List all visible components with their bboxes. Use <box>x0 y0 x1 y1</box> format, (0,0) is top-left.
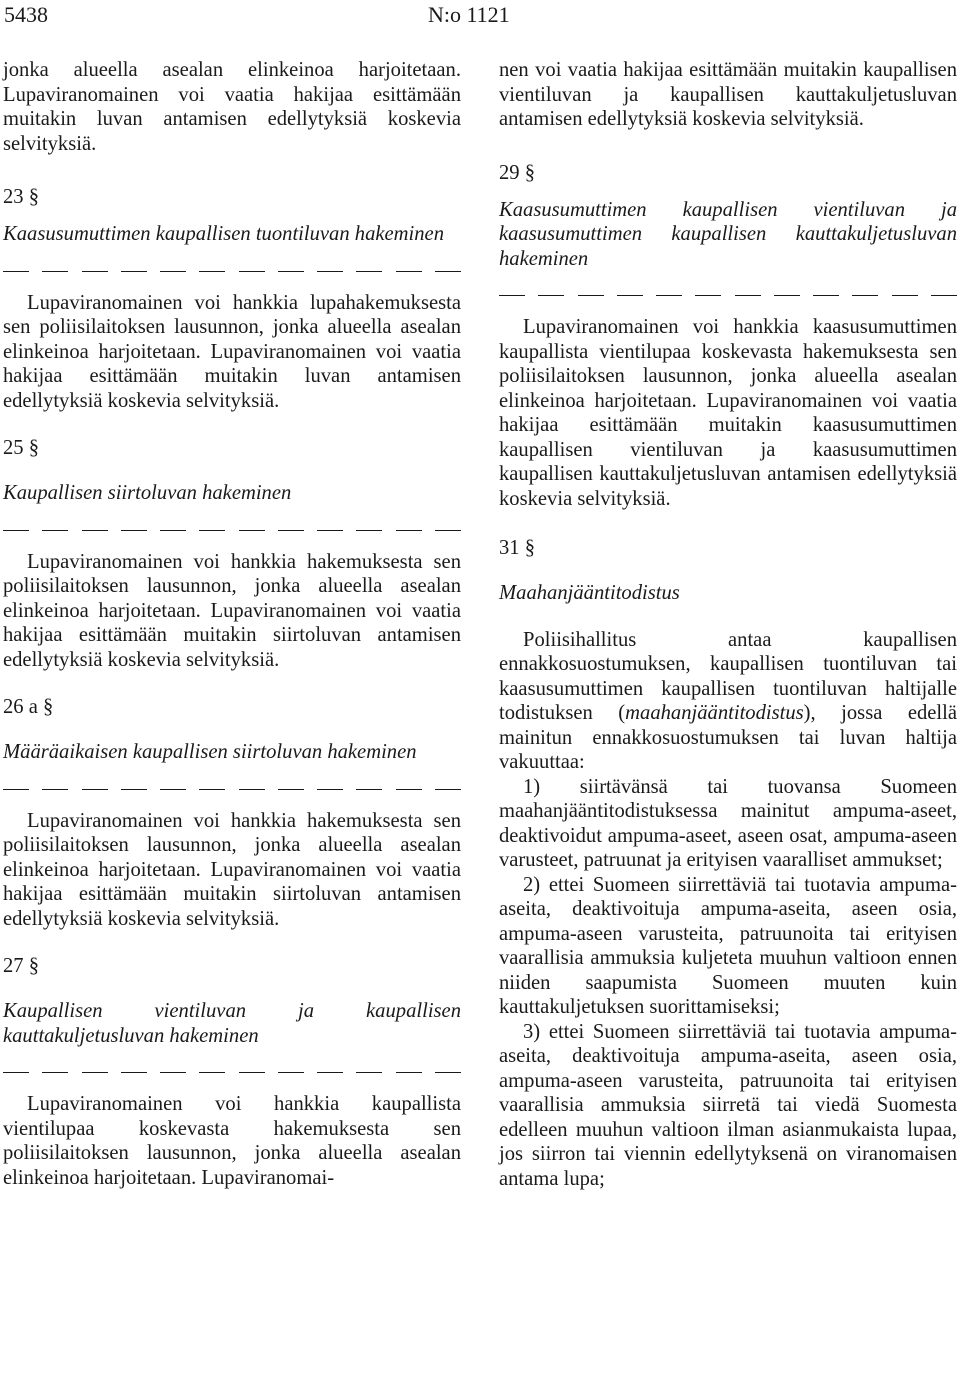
dash <box>42 271 68 272</box>
omission-dashes <box>499 283 957 307</box>
dash <box>317 271 343 272</box>
dash <box>278 1072 304 1073</box>
dash <box>42 1072 68 1073</box>
dash <box>695 295 721 296</box>
omission-dashes <box>3 777 461 801</box>
dash <box>435 789 461 790</box>
section-31-body-term: maahanjääntitodistus <box>625 702 804 724</box>
dash <box>42 530 68 531</box>
list-item-2: 2) ettei Suomeen siirrettäviä tai tuotavia ampuma-aseita, deaktivoituja ampuma-aseita, aseen osia, ampuma-aseen varusteita, patruunoita tai erityisen vaarallisia ammuksia kuljeteta muuhun valtioon ennen niiden saapumista Suomeen muuten kuin kauttakuljetuksen suorittamiseksi; <box>499 873 957 1018</box>
section-31-body-end: ), jossa edellä mainitun ennakkosuostumuksen tai luvan haltija vakuuttaa: <box>499 702 958 773</box>
section-23-body: Lupaviranomainen voi hankkia lupahakemuksesta sen poliisilaitoksen lausunnon, jonka alueella asealan elinkeinoa harjoitetaan. Lupaviranomainen voi vaatia hakijaa esittämään muitakin luvan antamisen edellytyksiä koskevia selvityksiä. <box>3 291 461 412</box>
dash <box>435 271 461 272</box>
dash <box>892 295 918 296</box>
dash <box>317 530 343 531</box>
dash <box>121 1072 147 1073</box>
dash <box>199 271 225 272</box>
list-item-1: 1) siirtävänsä tai tuovansa Suomeen maahanjääntitodistuksessa mainitut ampuma-aseet, deaktivoidut ampuma-aseet, aseen osat, ampuma-aseen varusteet, patruunat ja erityisen vaaralliset ammukset; <box>499 775 957 871</box>
dash <box>499 295 525 296</box>
dash <box>82 1072 108 1073</box>
dash <box>396 271 422 272</box>
dash <box>578 295 604 296</box>
dash <box>121 271 147 272</box>
dash <box>199 789 225 790</box>
dash <box>435 530 461 531</box>
dash <box>396 1072 422 1073</box>
section-26a-body: Lupaviranomainen voi hankkia hakemuksesta sen poliisilaitoksen lausunnon, jonka alueella asealan elinkeinoa harjoitetaan. Lupaviranomainen voi vaatia hakijaa esittämään muitakin siirtoluvan antamisen edellytyksiä koskevia selvityksiä. <box>3 809 461 930</box>
dash <box>239 271 265 272</box>
left-intro-paragraph: jonka alueella asealan elinkeinoa harjoitetaan. Lupaviranomainen voi vaatia hakijaa esittämään muitakin luvan antamisen edellytyksiä koskevia selvityksiä. <box>3 59 461 155</box>
dash <box>435 1072 461 1073</box>
dash <box>356 1072 382 1073</box>
section-23-number: 23 § <box>3 186 40 208</box>
page-header <box>0 0 960 40</box>
section-25-title: Kaupallisen siirtoluvan hakeminen <box>3 482 292 504</box>
section-25-number: 25 § <box>3 437 40 459</box>
right-intro-paragraph: nen voi vaatia hakijaa esittämään muitakin kaupallisen vientiluvan ja kaupallisen kauttakuljetusluvan antamisen edellytyksiä koskevia selvityksiä. <box>499 59 957 130</box>
dash <box>42 789 68 790</box>
section-27-body: Lupaviranomainen voi hankkia kaupallista vientilupaa koskevasta hakemuksesta sen poliisilaitoksen lausunnon, jonka alueella asealan elinkeinoa harjoitetaan. Lupaviranomai- <box>3 1093 461 1189</box>
section-25-body: Lupaviranomainen voi hankkia hakemuksesta sen poliisilaitoksen lausunnon, jonka alueella asealan elinkeinoa harjoitetaan. Lupaviranomainen voi vaatia hakijaa esittämään muitakin siirtoluvan antamisen edellytyksiä koskevia selvityksiä. <box>3 550 461 671</box>
section-26a-number: 26 a § <box>3 696 54 718</box>
dash <box>278 530 304 531</box>
page-number: 5438 <box>4 2 48 27</box>
dash <box>199 1072 225 1073</box>
dash <box>199 530 225 531</box>
section-29-body: Lupaviranomainen voi hankkia kaasusumuttimen kaupallista vientilupaa koskevasta hakemuksesta sen poliisilaitoksen lausunnon, jonka alueella asealan elinkeinoa harjoitetaan. Lupaviranomainen voi vaatia hakijaa esittämään muitakin kaasusumuttimen kaupallisen vientiluvan ja kaasusumuttimen kaupallisen kauttakuljetusluvan antamisen edellytyksiä koskevia selvityksiä. <box>499 316 957 510</box>
dash <box>121 789 147 790</box>
dash <box>278 271 304 272</box>
dash <box>356 271 382 272</box>
list-item-3: 3) ettei Suomeen siirrettäviä tai tuotavia ampuma-aseita, deaktivoituja ampuma-aseita, aseen osia, ampuma-aseen varusteita, patruunoita tai erityisen vaarallisia ammuksia siirretä tai viedä Suomesta edelleen muuhun valtioon ilman asianmukaista lupaa, jos siirron tai viennin edellytyksenä on viranomaisen antama lupa; <box>499 1020 957 1190</box>
dash <box>82 530 108 531</box>
section-31-body-start: Poliisihallitus antaa kaupallisen ennakkosuostumuksen, kaupallisen tuontiluvan tai kaasusumuttimen kaupallisen tuontiluvan haltijalle todistuksen ( <box>499 628 957 724</box>
dash <box>160 271 186 272</box>
dash <box>735 295 761 296</box>
dash <box>317 1072 343 1073</box>
section-31-body <box>499 628 957 775</box>
dash <box>160 1072 186 1073</box>
right-column <box>499 58 957 1191</box>
section-29-number: 29 § <box>499 161 536 184</box>
omission-dashes <box>3 259 461 283</box>
omission-dashes <box>3 518 461 542</box>
dash <box>813 295 839 296</box>
dash <box>239 789 265 790</box>
section-27-title: Kaupallisen vientiluvan ja kaupallisen kauttakuljetusluvan hakeminen <box>3 1000 461 1047</box>
section-23-title: Kaasusumuttimen kaupallisen tuontiluvan hakeminen <box>3 223 444 245</box>
omission-dashes <box>3 1060 461 1084</box>
section-26a-title: Määräaikaisen kaupallisen siirtoluvan hakeminen <box>3 741 417 763</box>
dash <box>121 530 147 531</box>
dash <box>538 295 564 296</box>
dash <box>656 295 682 296</box>
dash <box>931 295 957 296</box>
dash <box>356 789 382 790</box>
dash <box>852 295 878 296</box>
dash <box>617 295 643 296</box>
dash <box>396 530 422 531</box>
left-column <box>3 58 461 1190</box>
dash <box>3 530 29 531</box>
dash <box>3 1072 29 1073</box>
document-number: N:o 1121 <box>428 2 510 27</box>
dash <box>774 295 800 296</box>
dash <box>3 789 29 790</box>
dash <box>239 1072 265 1073</box>
section-27-number: 27 § <box>3 955 40 977</box>
section-31-number: 31 § <box>499 537 536 559</box>
dash <box>82 789 108 790</box>
dash <box>82 271 108 272</box>
dash <box>278 789 304 790</box>
dash <box>160 530 186 531</box>
dash <box>396 789 422 790</box>
dash <box>356 530 382 531</box>
section-31-title: Maahanjääntitodistus <box>499 582 680 604</box>
dash <box>317 789 343 790</box>
dash <box>3 271 29 272</box>
section-29-title: Kaasusumuttimen kaupallisen vientiluvan ja kaasusumuttimen kaupallisen kauttakuljetusluvan hakeminen <box>499 198 957 270</box>
dash <box>160 789 186 790</box>
dash <box>239 530 265 531</box>
